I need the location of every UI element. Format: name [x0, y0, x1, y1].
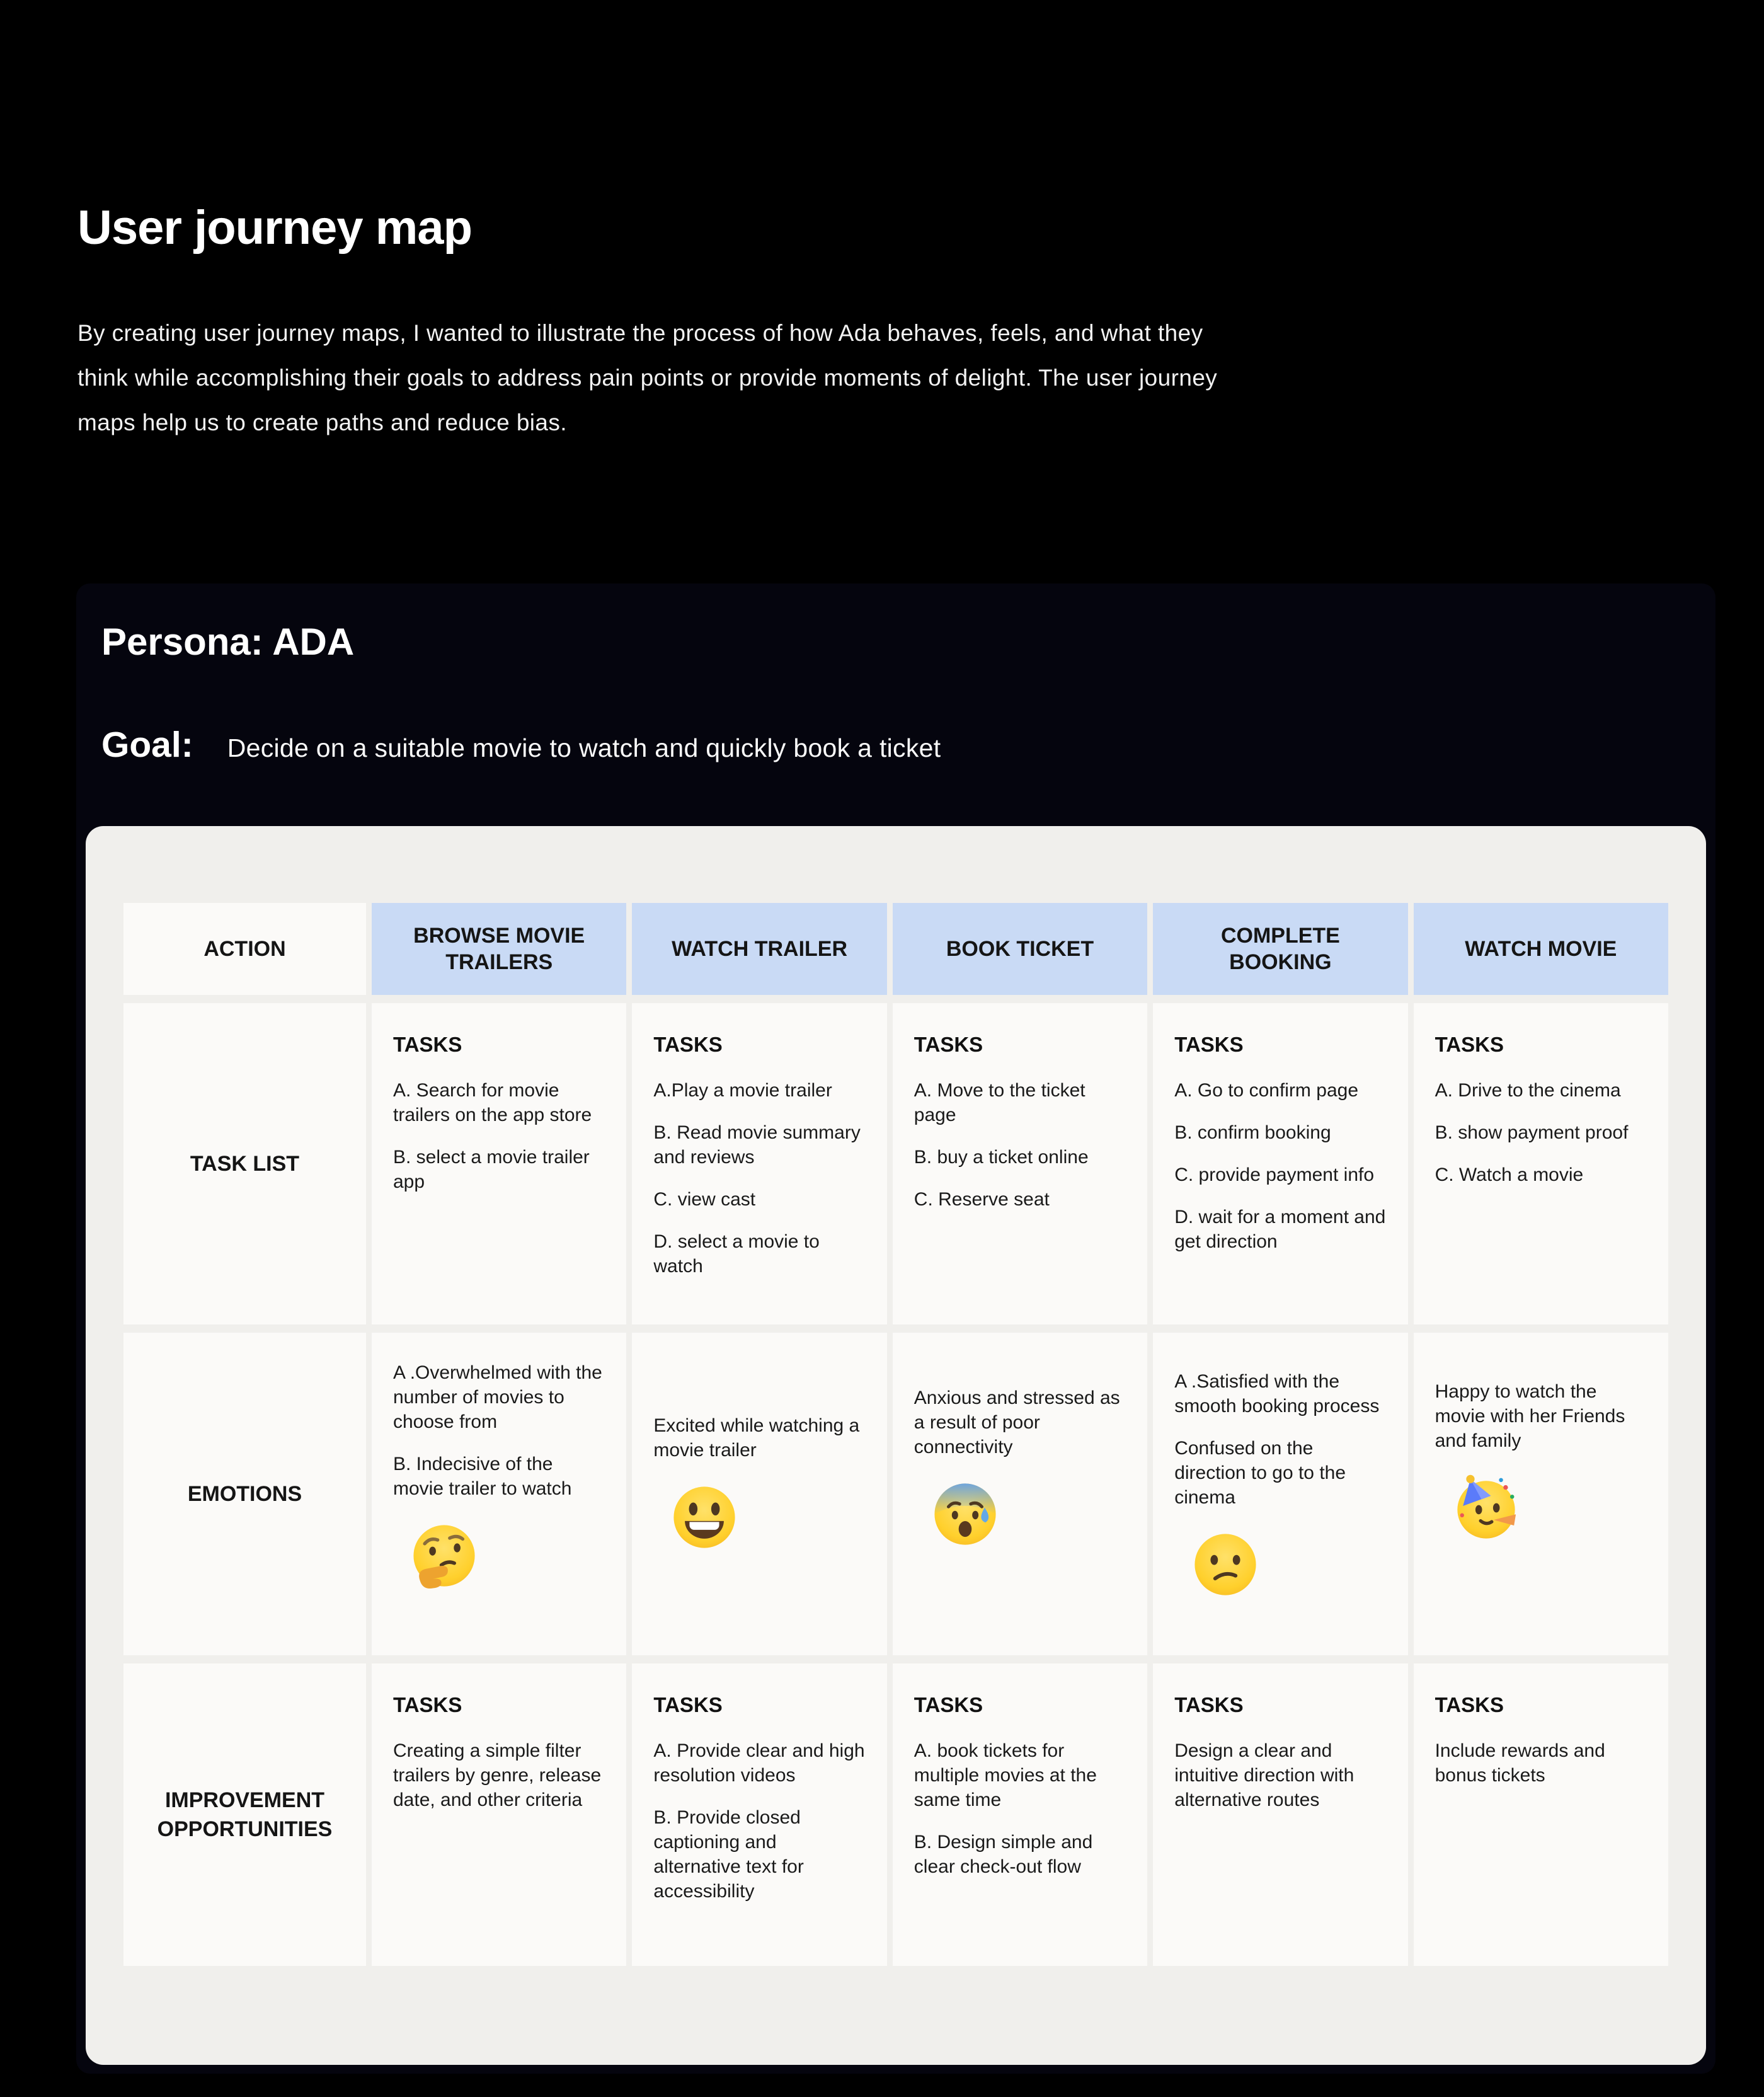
emotion-text: Confused on the direction to go to the cinema [1174, 1438, 1346, 1508]
improvement-item: A. book tickets for multiple movies at the same time [914, 1740, 1097, 1810]
column-header-action: ACTION [123, 903, 366, 995]
task-item: D. wait for a moment and get direction [1174, 1207, 1386, 1252]
goal-label: Goal: [101, 725, 193, 765]
task-item: D. select a movie to watch [653, 1231, 820, 1277]
improvement-item: Creating a simple filter trailers by genre, release date, and other criteria [393, 1740, 602, 1810]
improvements-cell-browse-movie-trailers [372, 1663, 626, 1966]
task-item: A. Go to confirm page [1174, 1080, 1358, 1101]
emotion-text: Anxious and stressed as a result of poor connectivity [914, 1387, 1120, 1457]
improvements-cell-watch-trailer [632, 1663, 886, 1966]
tasks-cell-complete-booking [1153, 1003, 1407, 1324]
improvements-cell-book-ticket [893, 1663, 1147, 1966]
tasks-cell-watch-trailer [632, 1003, 886, 1324]
emotion-text: B. Indecisive of the movie trailer to watch [393, 1454, 572, 1499]
tasks-heading: TASKS [1435, 1033, 1504, 1056]
improvement-item: B. Provide closed captioning and alternative text for accessibility [653, 1807, 804, 1902]
grinning-face-emoji [671, 1484, 738, 1551]
persona-title: Persona: ADA [101, 621, 355, 663]
task-item: A.Play a movie trailer [653, 1080, 832, 1101]
task-item: C. provide payment info [1174, 1164, 1375, 1185]
task-item: B. show payment proof [1435, 1122, 1629, 1143]
tasks-heading: TASKS [1174, 1693, 1244, 1716]
task-item: C. Reserve seat [914, 1189, 1050, 1210]
task-item: A. Search for movie trailers on the app store [393, 1080, 592, 1125]
stage-header-watch-movie: WATCH MOVIE [1414, 903, 1668, 995]
persona-card [76, 583, 1715, 2074]
emotions-cell-watch-trailer [632, 1333, 886, 1655]
goal-row [101, 724, 1706, 766]
page-title: User journey map [77, 201, 472, 255]
journey-grid [123, 903, 1668, 1966]
emotion-text: Happy to watch the movie with her Friends and family [1435, 1381, 1625, 1451]
improvement-item: Design a clear and intuitive direction with alternative routes [1174, 1740, 1354, 1810]
stage-header-book-ticket: BOOK TICKET [893, 903, 1147, 995]
anxious-face-with-sweat-emoji [932, 1481, 999, 1548]
task-item: B. confirm booking [1174, 1122, 1331, 1143]
tasks-cell-watch-movie [1414, 1003, 1668, 1324]
row-label-task-list: TASK LIST [123, 1003, 366, 1324]
tasks-cell-browse-movie-trailers [372, 1003, 626, 1324]
row-label-improvement-opportunities: IMPROVEMENT OPPORTUNITIES [123, 1663, 366, 1966]
emotions-cell-browse-movie-trailers [372, 1333, 626, 1655]
improvement-item: Include rewards and bonus tickets [1435, 1740, 1605, 1786]
tasks-heading: TASKS [914, 1033, 983, 1056]
task-item: C. view cast [653, 1189, 756, 1210]
tasks-heading: TASKS [1174, 1033, 1244, 1056]
stage-header-watch-trailer: WATCH TRAILER [632, 903, 886, 995]
tasks-heading: TASKS [914, 1693, 983, 1716]
tasks-heading: TASKS [393, 1693, 462, 1716]
improvements-cell-watch-movie [1414, 1663, 1668, 1966]
emotion-text: Excited while watching a movie trailer [653, 1415, 860, 1461]
emotions-cell-watch-movie [1414, 1333, 1668, 1655]
tasks-heading: TASKS [393, 1033, 462, 1056]
partying-face-emoji [1453, 1474, 1520, 1541]
task-item: A. Drive to the cinema [1435, 1080, 1621, 1101]
stage-header-complete-booking: COMPLETE BOOKING [1153, 903, 1407, 995]
emotion-text: A .Overwhelmed with the number of movies to choose from [393, 1362, 602, 1432]
tasks-cell-book-ticket [893, 1003, 1147, 1324]
tasks-heading: TASKS [1435, 1693, 1504, 1716]
page-description: By creating user journey maps, I wanted to illustrate the process of how Ada behaves, feels, and what they think while accomplishing their goals to address pain points or provide moments of delight. The user journey maps help us to create paths and reduce bias. [77, 320, 1218, 435]
improvement-item: B. Design simple and clear check-out flow [914, 1832, 1093, 1877]
task-item: B. select a movie trailer app [393, 1147, 590, 1192]
emotions-cell-complete-booking [1153, 1333, 1407, 1655]
task-item: C. Watch a movie [1435, 1164, 1584, 1185]
row-label-emotions: EMOTIONS [123, 1333, 366, 1655]
emotion-text: A .Satisfied with the smooth booking process [1174, 1371, 1380, 1416]
tasks-heading: TASKS [653, 1033, 723, 1056]
task-item: B. Read movie summary and reviews [653, 1122, 861, 1168]
confused-face-emoji [1192, 1531, 1259, 1598]
improvement-item: A. Provide clear and high resolution videos [653, 1740, 865, 1786]
emotions-cell-book-ticket [893, 1333, 1147, 1655]
task-item: B. buy a ticket online [914, 1147, 1089, 1168]
tasks-heading: TASKS [653, 1693, 723, 1716]
goal-text: Decide on a suitable movie to watch and quickly book a ticket [227, 733, 941, 762]
thinking-face-emoji [411, 1522, 478, 1589]
improvements-cell-complete-booking [1153, 1663, 1407, 1966]
journey-table [86, 826, 1706, 2065]
task-item: A. Move to the ticket page [914, 1080, 1085, 1125]
stage-header-browse-movie-trailers: BROWSE MOVIE TRAILERS [372, 903, 626, 995]
